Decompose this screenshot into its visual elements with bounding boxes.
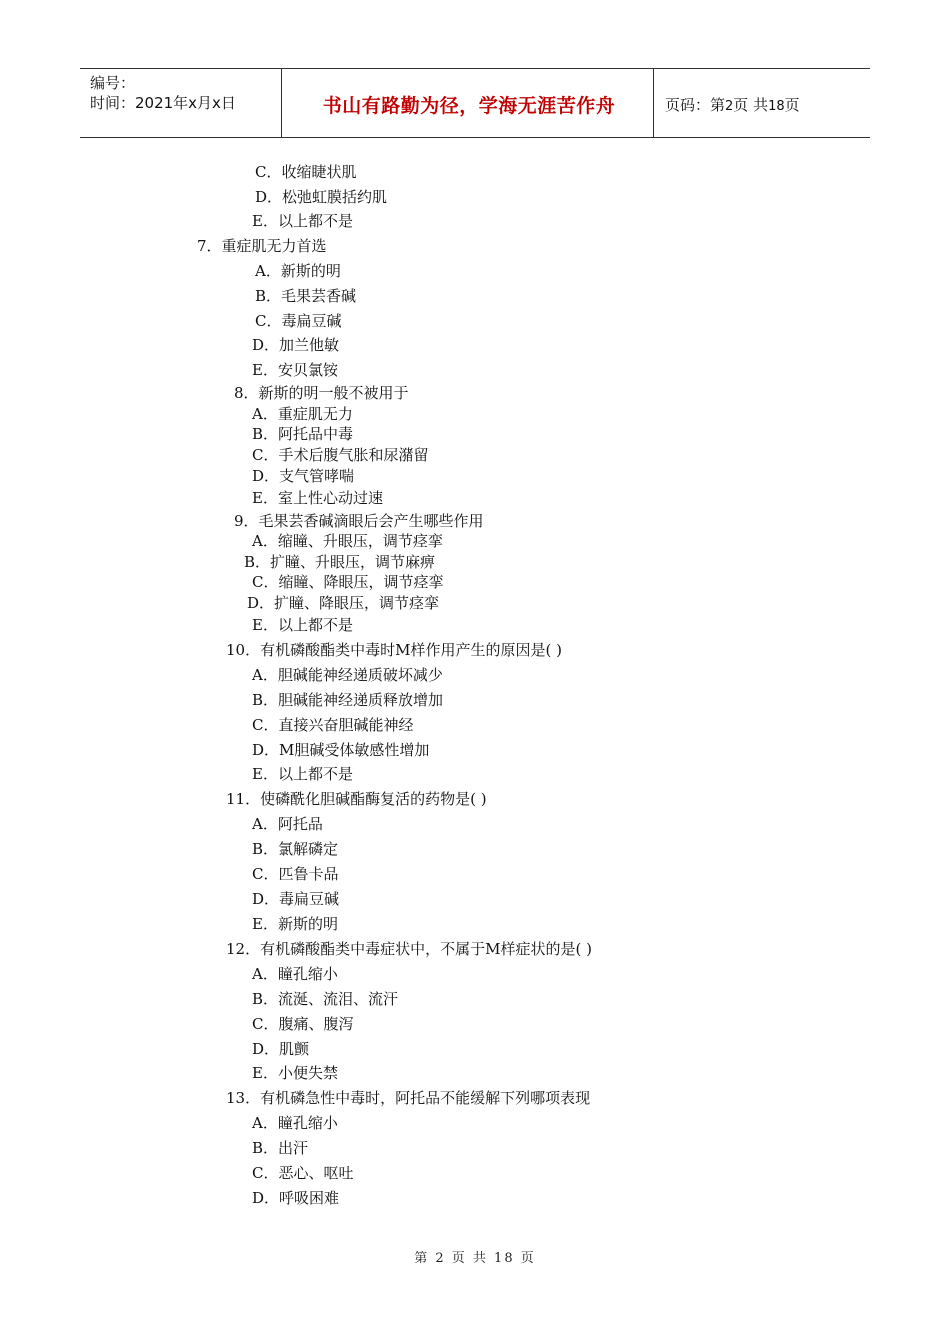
answer-option: E．安贝氯铵	[252, 361, 338, 379]
answer-option: D．松弛虹膜括约肌	[255, 188, 388, 206]
header-meta	[90, 73, 236, 113]
question-stem: 11．使磷酰化胆碱酯酶复活的药物是( )	[226, 790, 487, 808]
answer-option: C．腹痛、腹泻	[252, 1015, 354, 1033]
answer-option: E．以上都不是	[252, 765, 353, 783]
page-mid: 页 共	[733, 96, 769, 114]
answer-option: C．毒扁豆碱	[255, 312, 342, 330]
page-prefix: 页码：第	[665, 96, 726, 114]
answer-option: A．重症肌无力	[252, 405, 353, 423]
number-label: 编号：	[90, 74, 136, 92]
answer-option: B．出汗	[252, 1139, 309, 1157]
answer-option: A．新斯的明	[255, 262, 341, 280]
answer-option: D．M胆碱受体敏感性增加	[252, 741, 430, 759]
answer-option: D．呼吸困难	[252, 1189, 340, 1207]
page-number: 2	[725, 99, 734, 114]
page-footer: 第 2 页 共 18 页	[414, 1251, 536, 1266]
answer-option: E．小便失禁	[252, 1064, 338, 1082]
answer-option: A．瞳孔缩小	[252, 1114, 338, 1132]
page-suffix: 页	[784, 96, 800, 114]
answer-option: B．氯解磷定	[252, 840, 339, 858]
header-page-info	[665, 94, 800, 115]
answer-option: B．阿托品中毒	[252, 425, 354, 443]
question-stem: 7．重症肌无力首选	[197, 237, 327, 255]
question-stem: 9．毛果芸香碱滴眼后会产生哪些作用	[234, 512, 484, 530]
answer-option: A．瞳孔缩小	[252, 965, 338, 983]
answer-option: C．收缩睫状肌	[255, 163, 357, 181]
answer-option: E．新斯的明	[252, 915, 338, 933]
question-stem: 8．新斯的明一般不被用于	[234, 384, 409, 402]
answer-option: D．毒扁豆碱	[252, 890, 340, 908]
answer-option: E．以上都不是	[252, 212, 353, 230]
answer-option: C．匹鲁卡品	[252, 865, 339, 883]
header-motto: 书山有路勤为径，学海无涯苦作舟	[322, 95, 616, 117]
answer-option: D．肌颤	[252, 1040, 310, 1058]
answer-option: B．流涎、流泪、流汗	[252, 990, 399, 1008]
answer-option: C．缩瞳、降眼压，调节痉挛	[252, 573, 444, 591]
answer-option: E．以上都不是	[252, 616, 353, 634]
time-label: 时间：2021年x月x日	[90, 94, 236, 112]
answer-option: A．胆碱能神经递质破坏减少	[252, 666, 443, 684]
answer-option: B．毛果芸香碱	[255, 287, 357, 305]
answer-option: D．支气管哮喘	[252, 467, 355, 485]
answer-option: C．恶心、呕吐	[252, 1164, 354, 1182]
answer-option: D．加兰他敏	[252, 336, 340, 354]
question-stem: 13．有机磷急性中毒时，阿托品不能缓解下列哪项表现	[226, 1089, 591, 1107]
answer-option: C．直接兴奋胆碱能神经	[252, 716, 414, 734]
page-total: 18	[768, 99, 785, 114]
answer-option: E．室上性心动过速	[252, 489, 383, 507]
answer-option: A．阿托品	[252, 815, 323, 833]
answer-option: B．扩瞳、升眼压，调节麻痹	[244, 553, 436, 571]
answer-option: C．手术后腹气胀和尿潴留	[252, 446, 429, 464]
page-header	[80, 68, 870, 138]
header-divider-left	[281, 69, 282, 137]
answer-option: B．胆碱能神经递质释放增加	[252, 691, 444, 709]
question-stem: 12．有机磷酸酯类中毒症状中，不属于M样症状的是( )	[226, 940, 592, 958]
answer-option: A．缩瞳、升眼压，调节痉挛	[252, 532, 443, 550]
answer-option: D．扩瞳、降眼压，调节痉挛	[247, 594, 440, 612]
question-stem: 10．有机磷酸酯类中毒时M样作用产生的原因是( )	[226, 641, 562, 659]
